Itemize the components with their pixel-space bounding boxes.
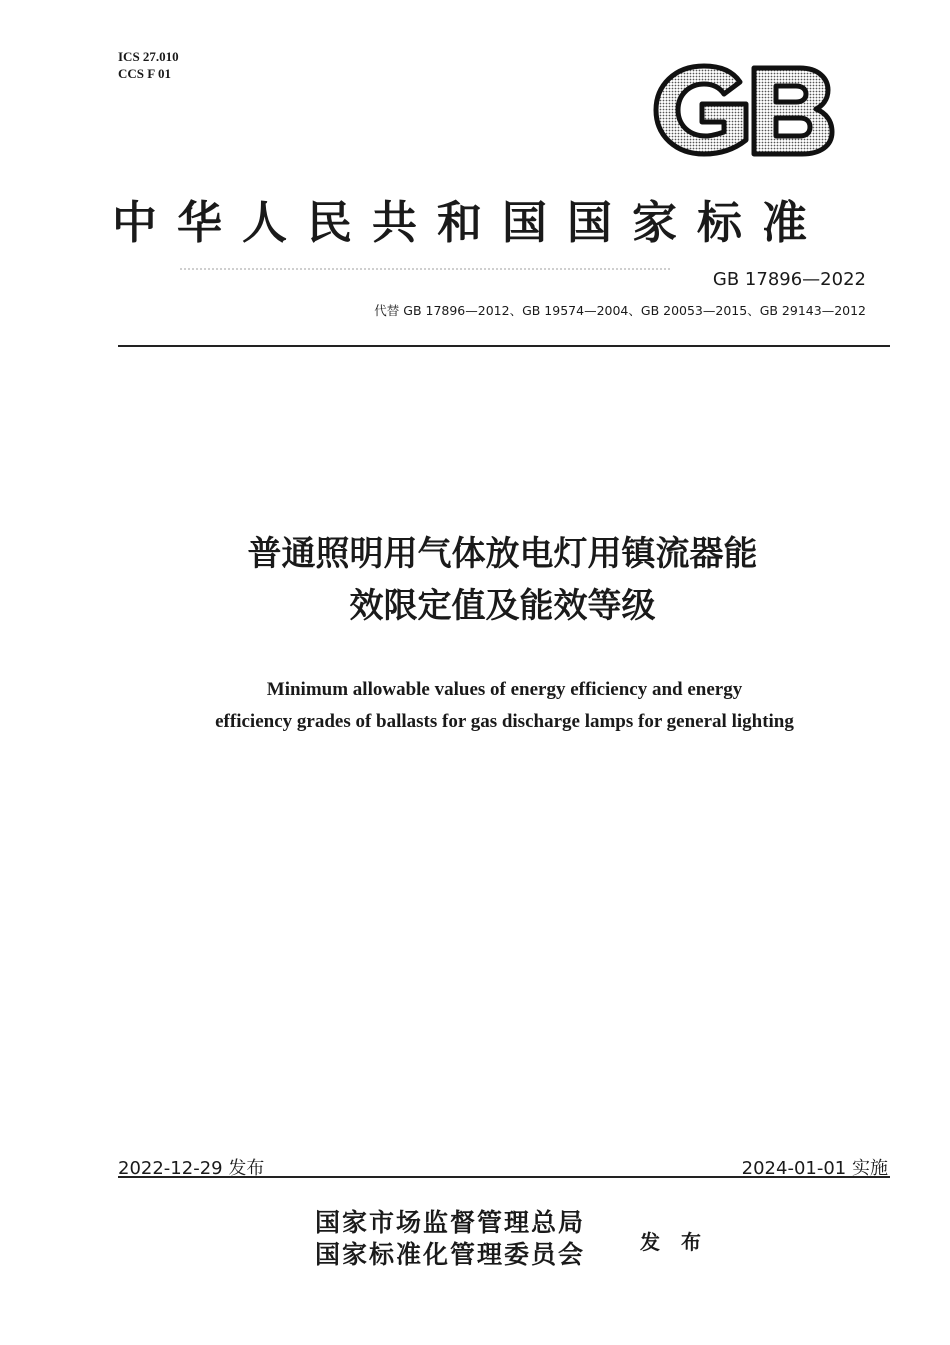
chinese-title-line-2: 效限定值及能效等级	[349, 586, 656, 626]
issuing-authorities	[315, 1208, 585, 1272]
decorative-dotted-rule	[180, 268, 670, 272]
replaces-standards: 代替 GB 17896—2012、GB 19574—2004、GB 20053—2015、GB 29143—2012	[374, 303, 866, 318]
issuer-samr: 国家市场监督管理总局	[315, 1210, 586, 1237]
issue-label: 发 布	[640, 1232, 709, 1254]
issue-date: 2022-12-29 发布	[118, 1158, 265, 1179]
chinese-title-line-1: 普通照明用气体放电灯用镇流器能	[247, 534, 758, 574]
english-title	[0, 674, 950, 738]
issuer-sac: 国家标准化管理委员会	[315, 1242, 586, 1269]
english-title-line-2: efficiency grades of ballasts for gas discharge lamps for general lighting	[215, 711, 794, 732]
ics-code: ICS 27.010	[118, 49, 179, 64]
ccs-code: CCS F 01	[118, 66, 171, 81]
footer-divider	[118, 1176, 890, 1178]
gb-logo-text: GB	[650, 60, 652, 61]
english-title-line-1: Minimum allowable values of energy efficiency and energy	[266, 679, 743, 700]
classification-codes	[118, 48, 179, 82]
national-standard-title: 中华人民共和国国家标准	[112, 198, 828, 248]
gb-logo	[650, 60, 838, 160]
standard-number: GB 17896—2022	[712, 269, 866, 290]
implementation-date: 2024-01-01 实施	[741, 1158, 888, 1179]
chinese-title	[0, 528, 950, 632]
header-divider	[118, 345, 890, 347]
